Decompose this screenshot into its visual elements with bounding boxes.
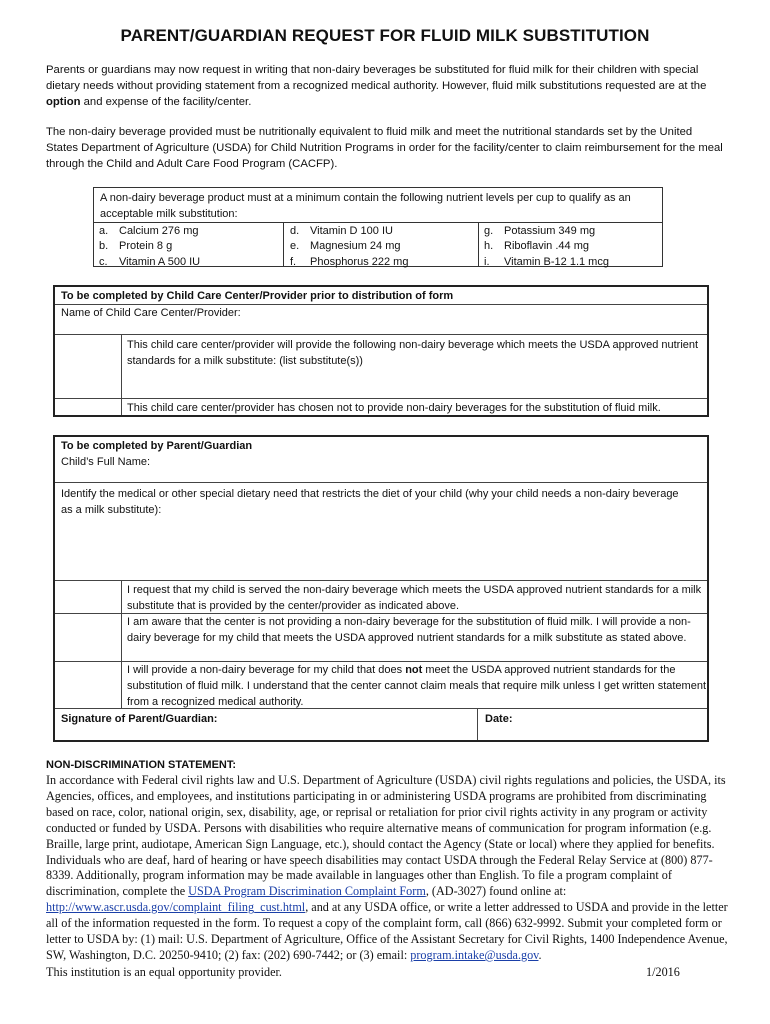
nutrient-item xyxy=(290,224,408,239)
nutrient-letter: f. xyxy=(290,255,297,268)
email-link[interactable]: program.intake@usda.gov xyxy=(410,947,539,962)
nutrient-item xyxy=(99,255,200,270)
intro-paragraph-1 xyxy=(46,62,726,110)
nutrient-item xyxy=(99,224,200,239)
nutrient-letter: d. xyxy=(290,225,300,237)
aware-not-providing-option: I am aware that the center is not providing a non-dairy beverage for the substitution of fluid milk. I will provide a non-dairy beverage for my child that meets the USDA approved nutrient standards for a milk substitute as stated above. xyxy=(127,616,691,644)
provider-form-section xyxy=(53,285,709,417)
provide-own-beverage-checkbox[interactable] xyxy=(57,663,117,707)
nutrient-letter: i. xyxy=(484,255,490,268)
nondiscrimination-title: NON-DISCRIMINATION STATEMENT: xyxy=(46,759,237,771)
nutrient-label: Potassium 349 mg xyxy=(504,225,596,237)
complaint-form-link[interactable]: USDA Program Discrimination Complaint Form xyxy=(188,884,426,899)
medical-need-label: Identify the medical or other special dietary need that restricts the diet of your child (why your child needs a non-dairy beverage as a milk substitute): xyxy=(61,488,679,516)
parent-form-section xyxy=(53,435,709,742)
table-divider xyxy=(477,708,478,740)
table-divider xyxy=(283,222,284,266)
table-divider xyxy=(55,398,707,399)
nutrient-item xyxy=(290,255,408,270)
provide-substitute-option: This child care center/provider will provide the following non-dairy beverage which meets the USDA approved nutrient standards for a milk substitute: (list substitute(s)) xyxy=(127,339,699,367)
nutrient-label: Riboflavin .44 mg xyxy=(504,240,589,253)
nutrient-item xyxy=(290,239,408,254)
table-divider xyxy=(55,482,707,483)
nutrient-label: Vitamin D 100 IU xyxy=(310,225,393,237)
nutrient-letter: c. xyxy=(99,255,108,268)
request-served-checkbox[interactable] xyxy=(57,582,117,612)
table-divider xyxy=(55,580,707,581)
nutrient-letter: g. xyxy=(484,225,494,237)
aware-not-providing-checkbox[interactable] xyxy=(57,615,117,659)
statement-text: . xyxy=(538,947,542,962)
provide-substitute-checkbox[interactable] xyxy=(57,336,117,398)
statement-text: In accordance with Federal civil rights law and U.S. Department of Agriculture (USDA) civil rights regulations and policies, the USDA, its Agencies, offices, and employees, and institutions participating in or administering USDA programs are prohibited from discriminating based on race, color, national origin, sex, disability, age, or reprisal or retaliation for prior civil rights activity in any program or activity conducted or funded by USDA. Persons with disabilities who require alternative means of communication for program information (e.g. Braille, large print, audiotape, American Sign Language, etc.), should contact the Agency (State or local) where they applied for benefits. Individuals who are deaf, hard of hearing or have speech disabilities may contact USDA through the Federal Relay Service at (800) 877-8339. Additionally, program information may be made available in languages other than English. To file a program complaint of discrimination, complete the xyxy=(46,773,726,899)
nutrient-label: Magnesium 24 mg xyxy=(310,240,401,253)
parent-form-header: To be completed by Parent/Guardian xyxy=(61,440,253,452)
intro-option-emphasis: option xyxy=(46,96,81,108)
table-divider xyxy=(55,334,707,335)
nutrient-item xyxy=(484,239,609,254)
nutrient-label: Calcium 276 mg xyxy=(119,225,199,237)
nutrient-letter: a. xyxy=(99,225,109,237)
table-divider xyxy=(94,222,662,223)
option-text-end: meet the USDA approved nutrient standards for the substitution of fluid milk. I understand that the center cannot claim meals that require milk unless I get written statement from a recognized medical authority. xyxy=(127,664,707,708)
nutrient-column-1 xyxy=(99,224,200,270)
request-served-option: I request that my child is served the non-dairy beverage which meets the USDA approved nutrient standards for a milk substitute that is provided by the center/provider as indicated above. xyxy=(127,584,702,612)
provider-name-label: Name of Child Care Center/Provider: xyxy=(61,307,241,319)
nutrient-requirements-table xyxy=(93,187,663,267)
provide-own-beverage-option xyxy=(127,662,707,710)
provider-form-header: To be completed by Child Care Center/Provider prior to distribution of form xyxy=(61,290,454,302)
nutrient-letter: e. xyxy=(290,240,300,253)
nutrient-label: Phosphorus 222 mg xyxy=(310,255,409,268)
child-name-label: Child’s Full Name: xyxy=(61,456,151,468)
nutrient-column-2 xyxy=(290,224,408,270)
not-provide-checkbox[interactable] xyxy=(57,399,117,415)
option-text: I will provide a non-dairy beverage for my child that does xyxy=(127,664,406,676)
table-divider xyxy=(121,334,122,415)
not-provide-option: This child care center/provider has chosen not to provide non-dairy beverages for the substitution of fluid milk. xyxy=(127,402,661,414)
table-divider xyxy=(121,580,122,708)
nutrient-label: Protein 8 g xyxy=(119,240,173,253)
nutrient-letter: h. xyxy=(484,240,494,253)
complaint-filing-url-link[interactable]: http://www.ascr.usda.gov/complaint_filing_cust.html xyxy=(46,900,306,915)
revision-date: 1/2016 xyxy=(646,965,680,979)
table-divider xyxy=(478,222,479,266)
nutrient-item xyxy=(484,255,609,270)
child-name-field[interactable] xyxy=(155,454,695,470)
intro-text-end: and expense of the facility/center. xyxy=(80,96,252,108)
substitute-list-field[interactable] xyxy=(127,371,701,397)
nutrient-letter: b. xyxy=(99,240,109,253)
signature-field[interactable] xyxy=(225,711,470,737)
intro-text: Parents or guardians may now request in writing that non-dairy beverages be substituted for fluid milk for their children with special dietary needs without providing statement from a recognized medical authority. However, fluid milk substitutions requested are at the xyxy=(46,64,707,92)
medical-need-field[interactable] xyxy=(61,521,701,577)
date-label: Date: xyxy=(485,713,513,725)
intro-paragraph-2: The non-dairy beverage provided must be nutritionally equivalent to fluid milk and meet the nutritional standards set by the United States Department of Agriculture (USDA) for Child Nutrition Programs in order for the facility/center to claim reimbursement for the meal through the Child and Adult Care Food Program (CACFP). xyxy=(46,126,723,170)
signature-label: Signature of Parent/Guardian: xyxy=(61,713,218,725)
statement-text: , (AD-3027) found online at: xyxy=(425,884,567,899)
date-field[interactable] xyxy=(521,711,701,737)
nutrient-label: Vitamin A 500 IU xyxy=(119,255,201,268)
option-emphasis: not xyxy=(405,664,423,676)
page-title: PARENT/GUARDIAN REQUEST FOR FLUID MILK SUBSTITUTION xyxy=(120,26,650,45)
equal-opportunity-statement: This institution is an equal opportunity provider. xyxy=(46,965,282,979)
nutrient-column-3 xyxy=(484,224,609,270)
nutrient-label: Vitamin B-12 1.1 mcg xyxy=(504,255,609,268)
nutrient-item xyxy=(99,239,200,254)
nondiscrimination-statement xyxy=(46,773,736,964)
nutrient-item xyxy=(484,224,609,239)
statement-text: , and at any USDA office, or write a letter addressed to USDA and provide in the letter all of the information requested in the form. To request a copy of the complaint form, call (866) 632-9992. Submit your completed form or letter to USDA by: (1) mail: U.S. Department of Agriculture, Office of the Assistant Secretary for Civil Rights, 1400 Independence Avenue, SW, Washington, D.C. 20250-9410; (2) fax: (202) 690-7442; or (3) email: xyxy=(46,900,728,962)
table-divider xyxy=(55,708,707,709)
nutrient-table-header: A non-dairy beverage product must at a minimum contain the following nutrient levels per cup to qualify as an acceptable milk substitution: xyxy=(100,192,631,220)
provider-name-field[interactable] xyxy=(235,305,695,321)
